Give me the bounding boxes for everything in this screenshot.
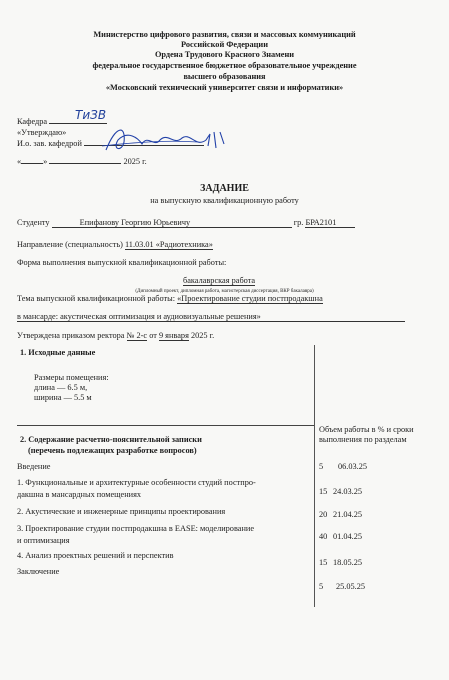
document-subtitle: на выпускную квалификационную работу (150, 196, 299, 205)
list-item-pct: 5 (319, 462, 324, 471)
direction-value: 11.03.01 «Радиотехника» (124, 240, 213, 249)
section1-title: 1. Исходные данные (20, 348, 96, 357)
topic-line1: «Проектирование студии постпродакшна (177, 294, 323, 303)
student-label: Студенту (17, 218, 50, 227)
direction-label: Направление (специальность) (17, 240, 123, 249)
list-item-date: 01.04.25 (333, 532, 363, 541)
workload-column-header: Объем работы в % и сроки выполнения по разделам (319, 425, 414, 444)
header-country: Российской Федерации (181, 40, 268, 49)
order-number: № 2-с (126, 331, 148, 340)
topic-row-2 (17, 312, 405, 322)
order-row (17, 331, 214, 341)
list-item-intro: Введение (17, 462, 51, 471)
group-value: БРА2101 (305, 218, 355, 228)
order-year: 2025 г. (190, 331, 215, 340)
document-title: ЗАДАНИЕ (200, 183, 249, 194)
list-item-chapter3-cont: и оптимизация (17, 536, 70, 545)
approval-date-row (17, 157, 147, 167)
department-handwritten: ТиЗВ (75, 108, 107, 122)
approve-label: «Утверждаю» (17, 128, 67, 137)
room-width: ширина — 5.5 м (34, 393, 92, 402)
topic-row (17, 294, 323, 304)
section2-subtitle: (перечень подлежащих разработке вопросов) (28, 446, 197, 455)
list-item-pct: 5 (319, 582, 324, 591)
order-label: Утверждена приказом ректора (17, 331, 125, 340)
head-label: И.о. зав. кафедрой (17, 139, 82, 148)
section2-title: 2. Содержание расчетно-пояснительной записки (20, 435, 202, 444)
group-label: гр. (293, 218, 304, 227)
table-separator (17, 425, 314, 426)
room-dimensions-label: Размеры помещения: (34, 373, 109, 382)
list-item-chapter3: 3. Проектирование студии постпродакшна в EASE: моделирование (17, 524, 255, 533)
header-institution-type: федеральное государственное бюджетное образовательное учреждение (92, 61, 357, 70)
student-name: Епифанову Георгию Юрьевичу (52, 218, 292, 228)
list-item-date: 21.04.25 (333, 510, 363, 519)
month-underline (49, 163, 121, 164)
form-value: бакалаврская работа (183, 276, 256, 285)
header-education-level: высшего образования (183, 72, 266, 81)
list-item-date: 25.05.25 (336, 582, 366, 591)
list-item-date: 18.05.25 (333, 558, 363, 567)
topic-label: Тема выпускной квалификационной работы: (17, 294, 176, 303)
list-item-pct: 15 (319, 487, 328, 496)
signature-icon (98, 120, 238, 160)
order-date: 9 января (158, 331, 189, 340)
date-open-quote: « (17, 157, 22, 166)
direction-row (17, 240, 213, 250)
header-ministry: Министерство цифрового развития, связи и массовых коммуникаций (93, 30, 356, 39)
list-item-chapter1-cont: дакшна в мансардных помещениях (17, 490, 142, 499)
header-order: Ордена Трудового Красного Знамени (154, 50, 295, 59)
topic-line2: в мансарде: акустическая оптимизация и аудиовизуальные решения» (17, 312, 405, 322)
list-item-conclusion: Заключение (17, 567, 60, 576)
day-underline (21, 163, 43, 164)
form-label: Форма выполнения выпускной квалификационной работы: (17, 258, 227, 267)
student-row (17, 218, 355, 228)
list-item-chapter1: 1. Функциональные и архитектурные особенности студий постпро- (17, 478, 256, 487)
list-item-chapter4: 4. Анализ проектных решений и перспектив (17, 551, 174, 560)
room-length: длина — 6.5 м, (34, 383, 88, 392)
order-from: от (149, 331, 157, 340)
form-note: (Дипломный проект, дипломная работа, магистерская диссертация, ВКР бакалавра) (135, 289, 314, 294)
list-item-date: 24.03.25 (333, 487, 363, 496)
list-item-pct: 15 (319, 558, 328, 567)
header-university: «Московский технический университет связи и информатики» (105, 83, 344, 92)
department-label: Кафедра (17, 117, 48, 126)
list-item-date: 06.03.25 (338, 462, 368, 471)
date-close-quote: » (43, 157, 48, 166)
table-divider (314, 345, 315, 607)
list-item-pct: 40 (319, 532, 328, 541)
list-item-pct: 20 (319, 510, 328, 519)
list-item-chapter2: 2. Акустические и инженерные принципы проектирования (17, 507, 226, 516)
form-value-wrap (183, 276, 255, 286)
approval-year: 2025 г. (123, 157, 147, 166)
